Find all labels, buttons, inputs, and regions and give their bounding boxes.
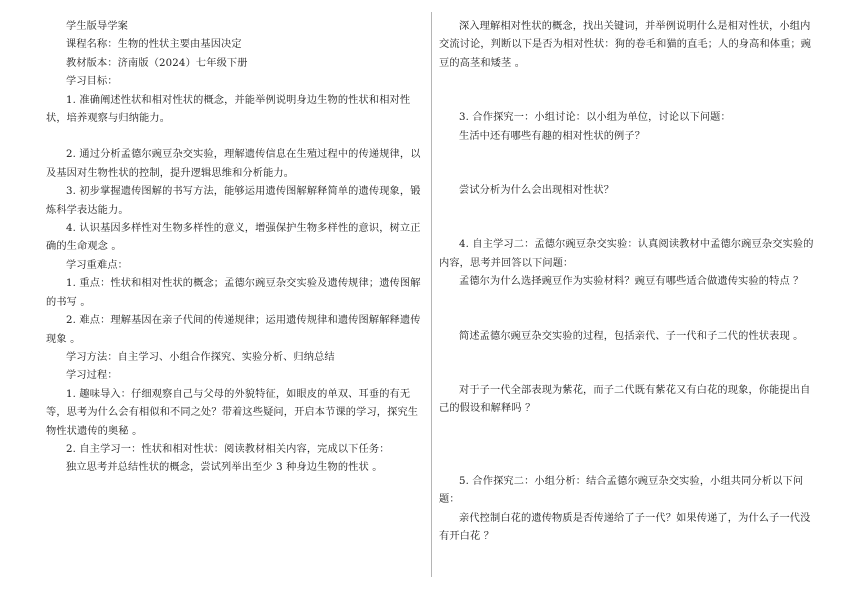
step-3-group-discussion: 3. 合作探究一：小组讨论：以小组为单位，讨论以下问题： — [459, 112, 731, 124]
column-divider — [431, 12, 432, 577]
objective-2: 2. 通过分析孟德尔豌豆杂交实验，理解遗传信息在生殖过程中的传递规律，以及基因对生物性状的控制，提升逻辑思维和分析能力。 — [46, 149, 421, 179]
step-2-task-2: 深入理解相对性状的概念，找出关键词，并举例说明什么是相对性状，小组内交流讨论，判断以下是否为相对性状：狗的卷毛和猫的直毛；人的身高和体重；豌豆的高茎和矮茎 。 — [439, 21, 812, 69]
textbook-version: 教材版本：济南版（2024）七年级下册 — [66, 57, 248, 69]
key-point: 1. 重点：性状和相对性状的概念；孟德尔豌豆杂交实验及遗传规律；遗传图解的书写 。 — [46, 278, 421, 308]
objective-4: 4. 认识基因多样性对生物多样性的意义，增强保护生物多样性的意识，树立正确的生命观念 。 — [46, 223, 421, 253]
key-points-heading: 学习重难点： — [66, 259, 129, 271]
step-4-question-2: 简述孟德尔豌豆杂交实验的过程，包括亲代、子一代和子二代的性状表现 。 — [459, 330, 804, 342]
right-column — [439, 18, 817, 547]
left-column — [46, 18, 424, 478]
step-1-intro: 1. 趣味导入：仔细观察自己与父母的外貌特征，如眼皮的单双、耳垂的有无等，思考为什么会有相似和不同之处？带着这些疑问，开启本节课的学习，探究生物性状遗传的奥秘 。 — [46, 388, 419, 437]
step-4-question-3: 对于子一代全部表现为紫花，而子二代既有紫花又有白花的现象，你能提出自己的假设和解释吗 ？ — [439, 385, 811, 415]
step-2-self-study: 2. 自主学习一：性状和相对性状：阅读教材相关内容，完成以下任务： — [66, 443, 390, 455]
step-3-question-2: 尝试分析为什么会出现相对性状？ — [459, 185, 615, 197]
step-2-task-1: 独立思考并总结性状的概念，尝试列举出至少 3 种身边生物的性状 。 — [66, 462, 383, 474]
objectives-heading: 学习目标： — [66, 76, 118, 88]
step-5-group-analysis: 5. 合作探究二：小组分析：结合孟德尔豌豆杂交实验，小组共同分析以下问题： — [439, 475, 804, 506]
step-4-self-study: 4. 自主学习二：孟德尔豌豆杂交实验：认真阅读教材中孟德尔豌豆杂交实验的内容，思考并回答以下问题： — [439, 239, 814, 269]
step-3-question-1: 生活中还有哪些有趣的相对性状的例子？ — [459, 130, 646, 142]
step-5-question-1: 亲代控制白花的遗传物质是否传递给了子一代？如果传递了，为什么子一代没有开白花 ？ — [439, 512, 811, 543]
objective-1: 1. 准确阐述性状和相对性状的概念，并能举例说明身边生物的性状和相对性状，培养观察与归纳能力。 — [46, 94, 411, 125]
doc-header: 学生版导学案 — [66, 21, 129, 32]
process-heading: 学习过程： — [66, 370, 118, 382]
learning-methods: 学习方法：自主学习、小组合作探究、实验分析、归纳总结 — [66, 351, 335, 363]
course-name: 课程名称：生物的性状主要由基因决定 — [66, 39, 242, 51]
objective-3: 3. 初步掌握遗传图解的书写方法，能够运用遗传图解解释简单的遗传现象，锻炼科学表达能力。 — [46, 186, 421, 216]
step-4-question-1: 孟德尔为什么选择豌豆作为实验材料？豌豆有哪些适合做遗传实验的特点 ？ — [459, 276, 804, 288]
difficult-point: 2. 难点：理解基因在亲子代间的传递规律；运用遗传规律和遗传图解解释遗传现象 。 — [46, 315, 421, 345]
